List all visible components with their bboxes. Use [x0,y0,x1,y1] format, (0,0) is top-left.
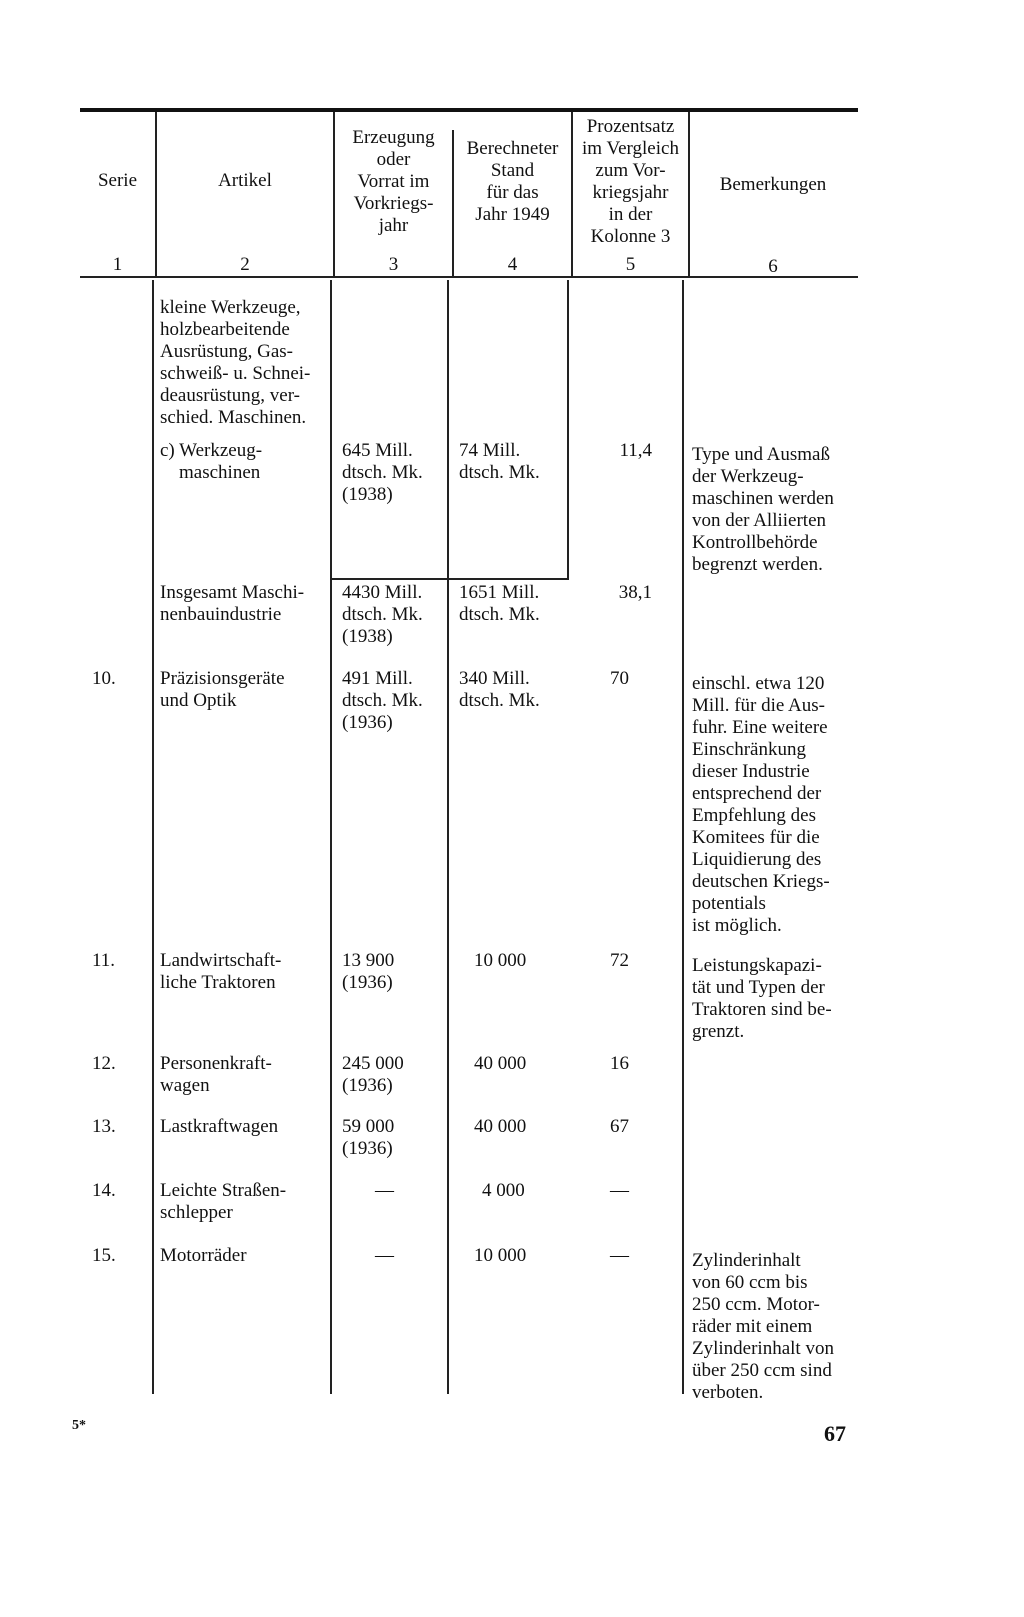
row-serie: 12. [92,1053,116,1074]
column-number: 6 [768,256,778,277]
row-prozent: 16 [610,1053,629,1074]
row-prozent: 67 [610,1116,629,1137]
body-col-divider [447,280,449,1394]
row-stand-1949: 340 Mill. dtsch. Mk. [459,668,540,711]
row-stand-1949: 1651 Mill. dtsch. Mk. [459,582,540,625]
row-artikel: Lastkraftwagen [160,1116,279,1137]
row-artikel: Personenkraft- wagen [160,1053,272,1096]
row-artikel: kleine Werkzeuge, holzbearbeitende Ausrüstung, Gas- schweiß- u. Schnei- deausrüstung, ver- schied. Maschinen. [160,297,311,428]
body-col-divider [330,280,332,1394]
header-serie: Serie [97,170,138,191]
row-artikel: Insgesamt Maschi- nenbauindustrie [160,582,305,625]
row-vorkrieg: — [375,1180,394,1201]
row-stand-1949: 40 000 [474,1116,527,1137]
row-vorkrieg: 245 000 (1936) [342,1053,404,1096]
row-serie: 11. [92,950,116,971]
row-bemerkung: Leistungskapazi- tät und Typen der Traktoren sind be- grenzt. [692,955,832,1042]
row-prozent: — [610,1180,629,1201]
column-number: 3 [388,254,399,275]
row-vorkrieg: 13 900 (1936) [342,950,395,993]
column-number: 2 [240,254,250,275]
row-serie: 15. [92,1245,116,1266]
header-vorkrieg: Erzeugung oder Vorrat im Vorkriegs- jahr [352,127,435,236]
column-number: 1 [112,254,123,275]
row-stand-1949: 4 000 [482,1180,525,1201]
row-vorkrieg: 491 Mill. dtsch. Mk. (1936) [342,668,423,733]
row-bemerkung: einschl. etwa 120 Mill. für die Aus- fuhr. Eine weitere Einschränkung dieser Industrie entsprechend der Empfehlung des Komitees für die Liquidierung des deutschen Kriegs- potentials ist möglich. [692,673,830,936]
header-stand-1949: Berechneter Stand für das Jahr 1949 [466,138,559,225]
sheet-signature-mark: 5* [72,1418,86,1433]
header-col-divider [155,112,157,276]
row-artikel: Leichte Straßen- schlepper [160,1180,287,1223]
row-artikel: Präzisionsgeräte und Optik [160,668,285,711]
table-top-rule [80,108,858,112]
column-number: 5 [625,254,636,275]
row-artikel: Motorräder [160,1245,247,1266]
row-stand-1949: 40 000 [474,1053,527,1074]
row-prozent: 11,4 [619,440,652,461]
row-prozent: 70 [610,668,629,689]
row-bemerkung: Zylinderinhalt von 60 ccm bis 250 ccm. Motor- räder mit einem Zylinderinhalt von über 250 ccm sind verboten. [692,1250,834,1403]
header-prozentsatz: Prozentsatz im Vergleich zum Vor- kriegsjahr in der Kolonne 3 [582,116,679,247]
row-vorkrieg: 4430 Mill. dtsch. Mk. (1938) [342,582,423,647]
row-stand-1949: 10 000 [474,950,527,971]
row-artikel: c) Werkzeug- maschinen [160,440,263,483]
column-number: 4 [507,254,518,275]
row-stand-1949: 10 000 [474,1245,527,1266]
row-prozent: 72 [610,950,629,971]
subtotal-rule [330,578,567,580]
row-prozent: 38,1 [618,582,652,603]
header-bemerkungen: Bemerkungen [719,174,827,195]
row-bemerkung: Type und Ausmaß der Werkzeug- maschinen werden von der Alliierten Kontrollbehörde begrenzt werden. [692,444,834,575]
page-number: 67 [824,1421,846,1446]
body-col-divider [682,280,684,1394]
header-artikel: Artikel [218,170,272,191]
row-serie: 10. [92,668,116,689]
body-col-divider [152,280,154,1394]
row-serie: 14. [92,1180,116,1201]
row-serie: 13. [92,1116,116,1137]
row-artikel: Landwirtschaft- liche Traktoren [160,950,282,993]
body-col-divider [567,280,569,580]
row-vorkrieg: 59 000 (1936) [342,1116,395,1159]
row-vorkrieg: — [375,1245,394,1266]
row-stand-1949: 74 Mill. dtsch. Mk. [459,440,540,483]
row-prozent: — [610,1245,629,1266]
row-vorkrieg: 645 Mill. dtsch. Mk. (1938) [342,440,423,505]
